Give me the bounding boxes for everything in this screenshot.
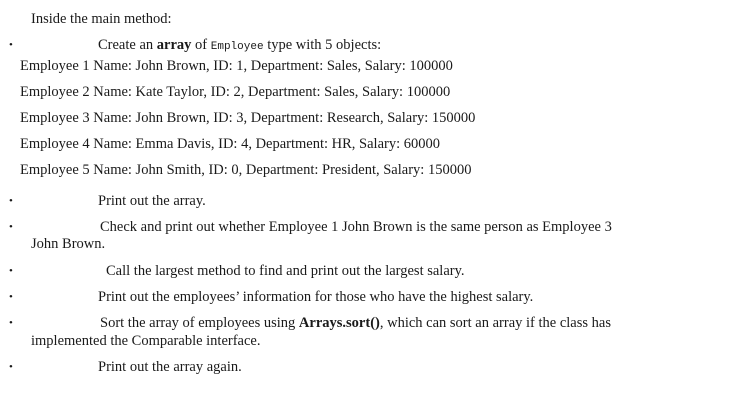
print-array-again-item: Print out the array again. [98,359,242,375]
employee-line: Employee 5 Name: John Smith, ID: 0, Department: President, Salary: 150000 [20,162,472,178]
highest-salary-info-item: Print out the employees’ information for those who have the highest salary. [98,289,534,305]
bullet-icon: • [9,265,13,277]
arrays-sort-keyword: Arrays.sort() [298,315,380,331]
largest-salary-item: Call the largest method to find and print out the largest salary. [106,263,465,279]
print-array-item: Print out the array. [98,193,206,209]
sort-array-continuation: implemented the Comparable interface. [31,333,261,349]
employee-line: Employee 1 Name: John Brown, ID: 1, Department: Sales, Salary: 100000 [20,58,453,74]
employee-type-code: Employee [210,41,264,53]
sort-array-item: Sort the array of employees using Arrays.sort(), which can sort an array if the class has [100,315,611,331]
bullet-icon: • [9,221,13,233]
employee-line: Employee 2 Name: Kate Taylor, ID: 2, Department: Sales, Salary: 100000 [20,84,451,100]
create-array-item: Create an array of Employee type with 5 objects: [98,37,382,53]
employee-list [20,58,475,188]
employee-line: Employee 4 Name: Emma Davis, ID: 4, Department: HR, Salary: 60000 [20,136,441,152]
employee-line: Employee 3 Name: John Brown, ID: 3, Department: Research, Salary: 150000 [20,110,476,126]
bullet-icon: • [9,361,13,373]
bullet-icon: • [9,39,13,51]
bullet-icon: • [9,291,13,303]
bullet-icon: • [9,317,13,329]
bullet-icon: • [9,195,13,207]
check-same-person-continuation: John Brown. [31,236,106,252]
main-method-heading: Inside the main method: [31,11,172,27]
array-keyword: array [156,37,192,53]
check-same-person-item: Check and print out whether Employee 1 John Brown is the same person as Employee 3 [100,219,612,235]
